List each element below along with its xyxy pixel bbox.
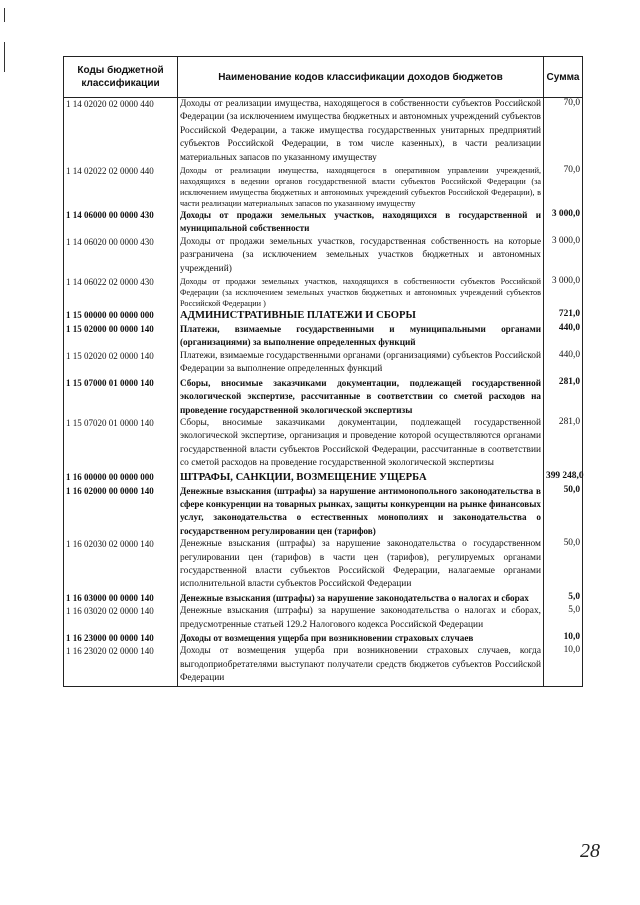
sum-cell: 5,0 xyxy=(544,592,583,605)
code-cell: 1 15 02020 02 0000 140 xyxy=(64,350,178,377)
name-cell: Доходы от продажи земельных участков, государственная собственность на которые разграничена (за исключением земельных участков бюджетных и автономных учреждений) xyxy=(178,236,544,276)
table-row xyxy=(64,323,583,350)
sum-cell: 399 248,0 xyxy=(544,471,583,485)
code-cell: 1 16 23000 00 0000 140 xyxy=(64,632,178,645)
name-cell: Денежные взыскания (штрафы) за нарушение антимонопольного законодательства в сфере конкуренции на товарных рынках, защиты конкуренции на рынке финансовых услуг, законодательства о естественных монополиях и законодательства о государственном регулировании цен (тарифов) xyxy=(178,485,544,539)
code-cell: 1 15 07000 01 0000 140 xyxy=(64,377,178,417)
name-cell: АДМИНИСТРАТИВНЫЕ ПЛАТЕЖИ И СБОРЫ xyxy=(178,309,544,323)
header-name: Наименование кодов классификации доходов бюджетов xyxy=(178,57,544,98)
table-row xyxy=(64,309,583,323)
name-cell: Платежи, взимаемые государственными органами (организациями) субъектов Российской Федерации за выполнение определенных функций xyxy=(178,350,544,377)
sum-cell: 3 000,0 xyxy=(544,236,583,276)
code-cell: 1 14 02022 02 0000 440 xyxy=(64,165,178,209)
code-cell: 1 14 06020 00 0000 430 xyxy=(64,236,178,276)
name-cell: Денежные взыскания (штрафы) за нарушение законодательства о государственном регулировании цен (тарифов) в части цен (тарифов), регулируемых органами государственной власти субъектов Российской Федерации, налагаемые органами исполнительной власти субъектов Российской Федерации xyxy=(178,538,544,592)
code-cell: 1 15 07020 01 0000 140 xyxy=(64,417,178,471)
table-row xyxy=(64,377,583,417)
name-cell: Доходы от возмещения ущерба при возникновении страховых случаев xyxy=(178,632,544,645)
sum-cell: 440,0 xyxy=(544,350,583,377)
table-row xyxy=(64,632,583,645)
code-cell: 1 15 02000 00 0000 140 xyxy=(64,323,178,350)
name-cell: Доходы от продажи земельных участков, находящихся в собственности субъектов Российской Федерации (за исключением земельных участков бюджетных и автономных учреждений субъектов Российской Федерации ) xyxy=(178,276,544,309)
sum-cell: 10,0 xyxy=(544,645,583,686)
table-row xyxy=(64,592,583,605)
table-row xyxy=(64,209,583,236)
margin-mark-top xyxy=(4,8,5,22)
table-row xyxy=(64,417,583,471)
margin-mark-bottom xyxy=(4,42,5,72)
sum-cell: 50,0 xyxy=(544,538,583,592)
sum-cell: 281,0 xyxy=(544,377,583,417)
table-row xyxy=(64,350,583,377)
table-row xyxy=(64,538,583,592)
sum-cell: 281,0 xyxy=(544,417,583,471)
header-codes: Коды бюджетной классификации xyxy=(64,57,178,98)
name-cell: Денежные взыскания (штрафы) за нарушение законодательства о налогах и сборах, предусмотренные статьей 129.2 Налогового кодекса Российской Федерации xyxy=(178,605,544,632)
table-row xyxy=(64,645,583,686)
table-row xyxy=(64,165,583,209)
table-row xyxy=(64,605,583,632)
sum-cell: 10,0 xyxy=(544,632,583,645)
sum-cell: 50,0 xyxy=(544,485,583,539)
table-row xyxy=(64,471,583,485)
table-row xyxy=(64,98,583,166)
table-header-row xyxy=(64,57,583,98)
name-cell: Доходы от продажи земельных участков, находящихся в государственной и муниципальной собственности xyxy=(178,209,544,236)
code-cell: 1 16 23020 02 0000 140 xyxy=(64,645,178,686)
sum-cell: 3 000,0 xyxy=(544,209,583,236)
code-cell: 1 14 02020 02 0000 440 xyxy=(64,98,178,166)
sum-cell: 5,0 xyxy=(544,605,583,632)
sum-cell: 721,0 xyxy=(544,309,583,323)
budget-classification-table xyxy=(63,56,583,687)
name-cell: Сборы, вносимые заказчиками документации, подлежащей государственной экологической экспертизе, рассчитанные в соответствии со сметой расходов на проведение государственной экологической экспертизы xyxy=(178,377,544,417)
name-cell: Сборы, вносимые заказчиками документации, подлежащей государственной экологической экспертизе, организация и проведение которой осуществляются органами государственной власти субъектов Российской Федерации, рассчитанные в соответствии со сметой расходов на проведение государственной экологической экспертизы xyxy=(178,417,544,471)
name-cell: Денежные взыскания (штрафы) за нарушение законодательства о налогах и сборах xyxy=(178,592,544,605)
table-row xyxy=(64,276,583,309)
name-cell: Платежи, взимаемые государственными и муниципальными органами (организациями) за выполнение определенных функций xyxy=(178,323,544,350)
code-cell: 1 16 00000 00 0000 000 xyxy=(64,471,178,485)
sum-cell: 70,0 xyxy=(544,165,583,209)
code-cell: 1 16 02000 00 0000 140 xyxy=(64,485,178,539)
header-sum: Сумма xyxy=(544,57,583,98)
code-cell: 1 14 06000 00 0000 430 xyxy=(64,209,178,236)
table-body xyxy=(64,98,583,687)
table-row xyxy=(64,236,583,276)
table-row xyxy=(64,485,583,539)
code-cell: 1 15 00000 00 0000 000 xyxy=(64,309,178,323)
code-cell: 1 16 02030 02 0000 140 xyxy=(64,538,178,592)
name-cell: ШТРАФЫ, САНКЦИИ, ВОЗМЕЩЕНИЕ УЩЕРБА xyxy=(178,471,544,485)
sum-cell: 440,0 xyxy=(544,323,583,350)
code-cell: 1 16 03000 00 0000 140 xyxy=(64,592,178,605)
sum-cell: 3 000,0 xyxy=(544,276,583,309)
name-cell: Доходы от возмещения ущерба при возникновении страховых случаев, когда выгодоприобретателями выступают получатели средств бюджетов субъектов Российской Федерации xyxy=(178,645,544,686)
page-number: 28 xyxy=(580,840,600,862)
code-cell: 1 16 03020 02 0000 140 xyxy=(64,605,178,632)
name-cell: Доходы от реализации имущества, находящегося в собственности субъектов Российской Федерации (за исключением имущества бюджетных и автономных учреждений субъектов Российской Федерации, а также имущества государственных унитарных предприятий субъектов Российской Федерации, в том числе казенных), в части реализации материальных запасов по указанному имуществу xyxy=(178,98,544,166)
name-cell: Доходы от реализации имущества, находящегося в оперативном управлении учреждений, находящихся в ведении органов государственной власти субъектов Российской Федерации (за исключением имущества бюджетных и автономных учреждений субъектов Российской Федерации), в части реализации материальных запасов по указанному имуществу xyxy=(178,165,544,209)
sum-cell: 70,0 xyxy=(544,98,583,166)
code-cell: 1 14 06022 02 0000 430 xyxy=(64,276,178,309)
